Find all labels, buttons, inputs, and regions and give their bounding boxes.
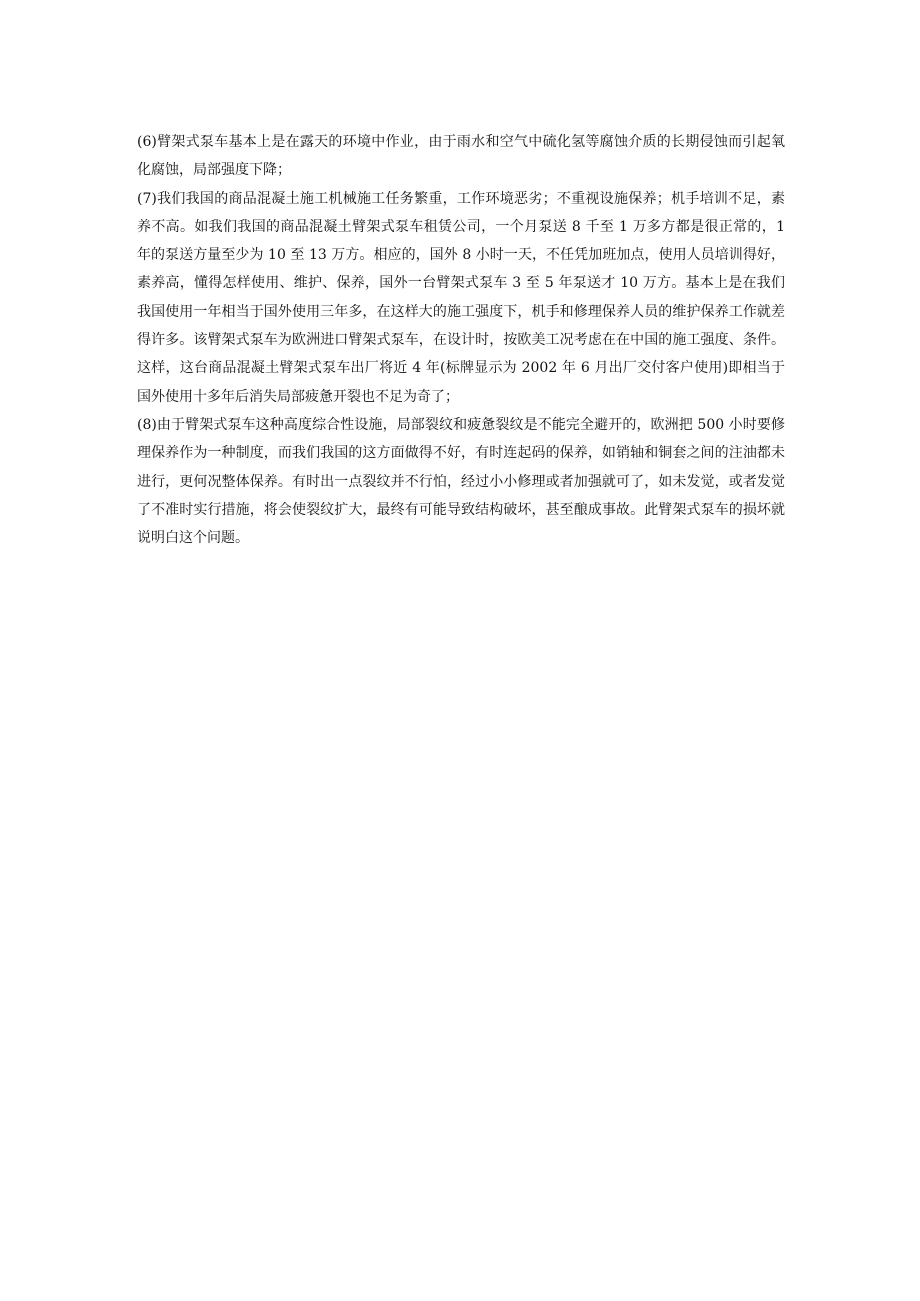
paragraph-7: (7)我们我国的商品混凝土施工机械施工任务繁重，工作环境恶劣；不重视设施保养；机手培训不足，素养不高。如我们我国的商品混凝土臂架式泵车租赁公司，一个月泵送 8 千至 1 万多方都是很正常的，1 年的泵送方量至少为 10 至 13 万方。相应的，国外 8 小时一天，不任凭加班加点，使用人员培训得好，素养高，懂得怎样使用、维护、保养，国外一台臂架式泵车 3 至 5 年泵送才 10 万方。基本上是在我们我国使用一年相当于国外使用三年多，在这样大的施工强度下，机手和修理保养人员的维护保养工作就差得许多。该臂架式泵车为欧洲进口臂架式泵车，在设计时，按欧美工况考虑在在中国的施工强度、条件。这样，这台商品混凝土臂架式泵车出厂将近 4 年(标牌显示为 2002 年 6 月出厂交付客户使用)即相当于国外使用十多年后消失局部疲惫开裂也不足为奇了；	[137, 190, 785, 405]
paragraph-8: (8)由于臂架式泵车这种高度综合性设施，局部裂纹和疲惫裂纹是不能完全避开的，欧洲把 500 小时要修理保养作为一种制度，而我们我国的这方面做得不好，有时连起码的保养，如销轴和铜套之间的注油都未进行，更何况整体保养。有时出一点裂纹并不行怕，经过小小修理或者加强就可了，如未发觉，或者发觉了不准时实行措施，将会使裂纹扩大，最终有可能导致结构破坏，甚至酿成事故。此臂架式泵车的损坏就说明白这个问题。	[137, 416, 785, 547]
paragraph-6: (6)臂架式泵车基本上是在露天的环境中作业，由于雨水和空气中硫化氢等腐蚀介质的长期侵蚀而引起氧化腐蚀，局部强度下降；	[137, 134, 785, 179]
document-page	[137, 128, 785, 552]
